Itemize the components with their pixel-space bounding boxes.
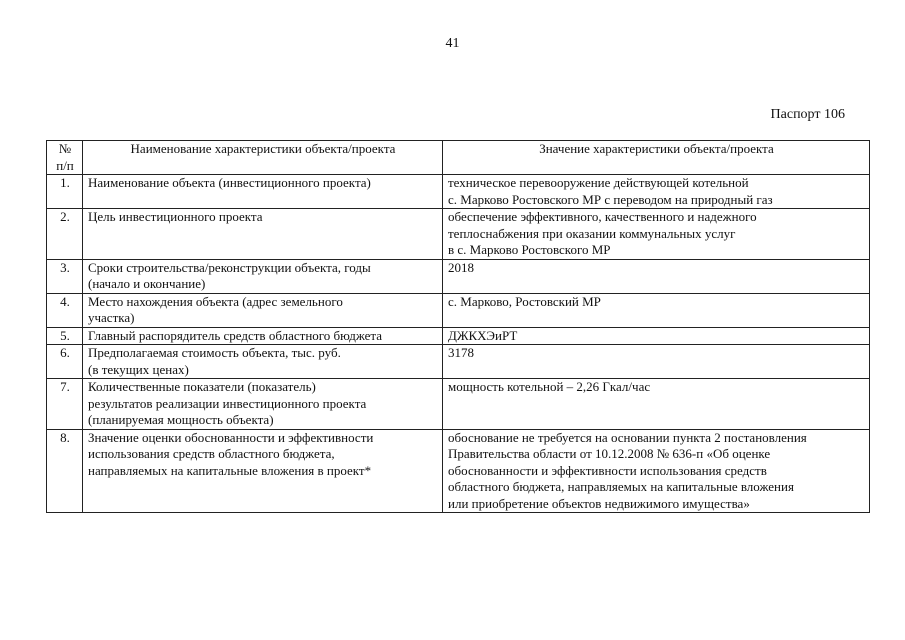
row-value bbox=[443, 345, 870, 379]
row-value-line: ДЖКХЭиРТ bbox=[448, 327, 518, 343]
row-name-line: Главный распорядитель средств областного бюджета bbox=[88, 327, 383, 343]
row-name-line: результатов реализации инвестиционного проекта bbox=[88, 395, 367, 411]
row-name bbox=[83, 327, 443, 345]
row-name-line: Наименование объекта (инвестиционного проекта) bbox=[88, 175, 371, 190]
row-value bbox=[443, 175, 870, 209]
row-number: 4. bbox=[47, 293, 83, 327]
table-row bbox=[47, 259, 870, 293]
header-num bbox=[47, 141, 83, 175]
table-row bbox=[47, 209, 870, 260]
passport-label: Паспорт 106 bbox=[770, 107, 845, 122]
table-row bbox=[47, 345, 870, 379]
row-name bbox=[83, 259, 443, 293]
row-value-line: с. Марково, Ростовский МР bbox=[448, 293, 601, 309]
row-name bbox=[83, 209, 443, 260]
table-row bbox=[47, 429, 870, 513]
row-value-line: с. Марково Ростовского МР с переводом на природный газ bbox=[448, 191, 773, 207]
row-name-line: участка) bbox=[88, 310, 135, 325]
row-number: 6. bbox=[47, 345, 83, 379]
row-value bbox=[443, 327, 870, 345]
header-name: Наименование характеристики объекта/проекта bbox=[83, 141, 443, 175]
table-row bbox=[47, 175, 870, 209]
row-number: 8. bbox=[47, 429, 83, 513]
row-name-line: Цель инвестиционного проекта bbox=[88, 209, 263, 224]
page-number: 41 bbox=[445, 36, 460, 51]
row-number: 1. bbox=[47, 175, 83, 209]
row-name-line: Место нахождения объекта (адрес земельного bbox=[88, 293, 343, 309]
header-num-line: № bbox=[58, 141, 72, 156]
table-body bbox=[47, 175, 870, 513]
row-value-line: теплоснабжения при оказании коммунальных услуг bbox=[448, 225, 736, 241]
row-value-line: 2018 bbox=[448, 259, 474, 275]
row-value-line: мощность котельной – 2,26 Гкал/час bbox=[448, 379, 651, 394]
table-row bbox=[47, 293, 870, 327]
row-name-line: направляемых на капитальные вложения в проект* bbox=[88, 462, 372, 478]
row-name-line: (в текущих ценах) bbox=[88, 361, 189, 377]
row-name-line: Количественные показатели (показатель) bbox=[88, 379, 316, 394]
row-value-line: техническое перевооружение действующей котельной bbox=[448, 175, 749, 190]
row-name bbox=[83, 379, 443, 430]
row-value bbox=[443, 379, 870, 430]
row-value bbox=[443, 209, 870, 260]
row-name bbox=[83, 429, 443, 513]
row-name-line: Предполагаемая стоимость объекта, тыс. руб. bbox=[88, 345, 341, 360]
table-row bbox=[47, 327, 870, 345]
row-number: 2. bbox=[47, 209, 83, 260]
row-name-line: Сроки строительства/реконструкции объекта, годы bbox=[88, 259, 371, 275]
row-value bbox=[443, 293, 870, 327]
row-number: 3. bbox=[47, 259, 83, 293]
header-num-line: п/п bbox=[56, 157, 74, 173]
row-name bbox=[83, 293, 443, 327]
row-value-line: областного бюджета, направляемых на капитальные вложения bbox=[448, 479, 794, 494]
row-value-line: обеспечение эффективного, качественного и надежного bbox=[448, 209, 757, 224]
row-value-line: в с. Марково Ростовского МР bbox=[448, 242, 611, 257]
table-row bbox=[47, 379, 870, 430]
row-name-line: Значение оценки обоснованности и эффективности bbox=[88, 429, 374, 445]
row-value bbox=[443, 259, 870, 293]
row-value-line: обоснованности и эффективности использования средств bbox=[448, 462, 767, 478]
row-number: 7. bbox=[47, 379, 83, 430]
row-value-line: или приобретение объектов недвижимого имущества» bbox=[448, 495, 750, 511]
table-header-row bbox=[47, 141, 870, 175]
row-value-line: 3178 bbox=[448, 345, 474, 360]
row-name-line: использования средств областного бюджета, bbox=[88, 446, 335, 461]
row-name-line: (начало и окончание) bbox=[88, 276, 206, 291]
row-name-line: (планируемая мощность объекта) bbox=[88, 412, 274, 427]
passport-table bbox=[46, 140, 870, 513]
row-value-line: обоснование не требуется на основании пункта 2 постановления bbox=[448, 429, 807, 445]
row-value bbox=[443, 429, 870, 513]
row-value-line: Правительства области от 10.12.2008 № 636-п «Об оценке bbox=[448, 446, 771, 461]
row-number: 5. bbox=[47, 327, 83, 345]
row-name bbox=[83, 175, 443, 209]
row-name bbox=[83, 345, 443, 379]
header-value: Значение характеристики объекта/проекта bbox=[443, 141, 870, 175]
